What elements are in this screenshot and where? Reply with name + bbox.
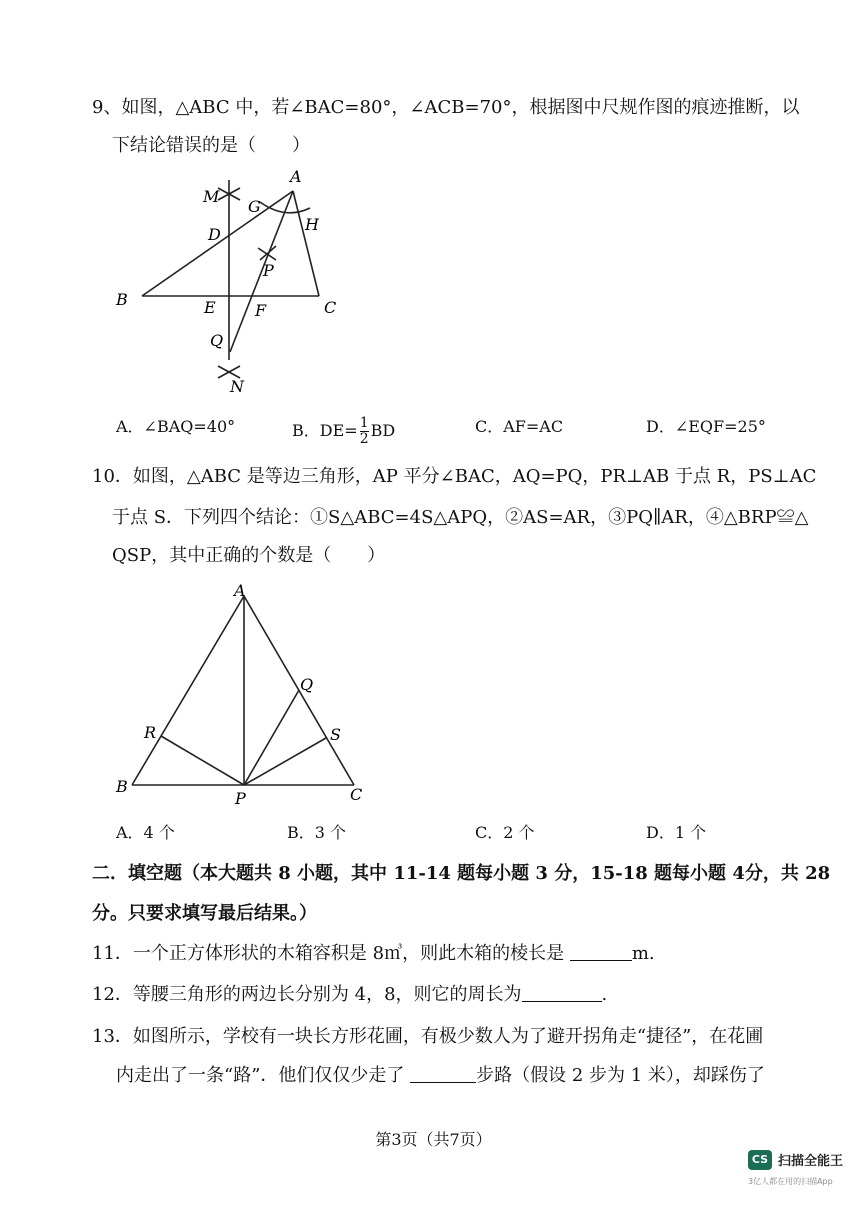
q9-label-f: F	[255, 301, 267, 320]
scanner-watermark	[748, 1148, 858, 1196]
q11-text: 11．一个正方体形状的木箱容积是 8㎥，则此木箱的棱长是	[92, 943, 570, 964]
q10-seg-pr	[161, 736, 244, 785]
q10-option-a: A．4 个	[116, 823, 175, 842]
q9-label-a: A	[290, 167, 302, 186]
q9-label-g: G	[248, 197, 261, 216]
q9-option-a: A．∠BAQ=40°	[116, 417, 236, 436]
q9-label-p: P	[263, 261, 274, 280]
q13-text-a: 内走出了一条“路”．他们仅仅少走了	[116, 1065, 411, 1086]
q9-side-ac	[293, 191, 319, 296]
q11-answer-blank	[570, 942, 632, 961]
q9-label-h: H	[305, 215, 319, 234]
q9-label-e: E	[204, 298, 216, 317]
q9-option-d: D．∠EQF=25°	[646, 417, 766, 436]
q9-line1: 9、如图，△ABC 中，若∠BAC=80°，∠ACB=70°，根据图中尺规作图的痕迹推断，以	[92, 97, 800, 118]
q10-seg-ps	[244, 738, 326, 785]
q9-option-b-num: 1	[359, 415, 369, 431]
q10-option-c: C．2 个	[475, 823, 535, 842]
q11-line	[92, 942, 655, 966]
q9-line-aq	[230, 191, 293, 352]
q10-label-p: P	[235, 789, 246, 808]
watermark-subtitle: 3亿人都在用的扫描App	[748, 1177, 833, 1186]
cs-logo-icon: CS	[748, 1150, 772, 1170]
q9-label-m: M	[203, 187, 220, 206]
q9-option-b-den: 2	[359, 431, 369, 447]
q9-label-b: B	[116, 290, 128, 309]
q9-line2: 下结论错误的是（ ）	[112, 135, 310, 156]
q9-label-q: Q	[210, 331, 224, 350]
q10-label-b: B	[116, 777, 128, 796]
q10-label-q: Q	[300, 675, 314, 694]
q10-line2: 于点 S．下列四个结论：①S△ABC=4S△APQ，②AS=AR，③PQ∥AR，④△BRP≌△	[112, 507, 809, 528]
q10-seg-pq	[244, 690, 299, 785]
q9-label-d: D	[208, 225, 221, 244]
q12-end: .	[601, 984, 608, 1005]
q10-label-a: A	[234, 581, 246, 600]
q9-label-c: C	[324, 298, 337, 317]
q10-line1: 10．如图，△ABC 是等边三角形，AP 平分∠BAC，AQ=PQ，PR⊥AB 于点 R，PS⊥AC	[92, 466, 817, 487]
q10-option-d: D．1 个	[646, 823, 707, 842]
q10-figure	[108, 578, 378, 808]
q9-option-c: C．AF=AC	[475, 417, 564, 436]
q9-figure	[100, 160, 360, 400]
q10-label-s: S	[330, 725, 341, 744]
q13-text-b: 步路（假设 2 步为 1 米），却踩伤了	[476, 1065, 765, 1086]
page-footer: 第3页（共7页）	[375, 1130, 492, 1149]
q10-side-ab	[132, 596, 244, 785]
q10-label-r: R	[144, 723, 157, 742]
q13-line1: 13．如图所示，学校有一块长方形花圃，有极少数人为了避开拐角走“捷径”，在花圃	[92, 1026, 764, 1047]
q10-option-b: B．3 个	[287, 823, 347, 842]
q9-option-b-prefix: B．DE=	[292, 421, 358, 440]
q12-line	[92, 983, 607, 1007]
q9-option-b	[292, 416, 395, 447]
q9-label-n: N	[230, 377, 244, 396]
q13-answer-blank	[410, 1064, 476, 1083]
q11-unit: m.	[631, 943, 655, 964]
section2-line1: 二．填空题（本大题共 8 小题，其中 11-14 题每小题 3 分，15-18 题每小题 4分，共 28	[92, 863, 831, 884]
section2-line2: 分。只要求填写最后结果。）	[92, 903, 317, 924]
q10-label-c: C	[350, 785, 363, 804]
q12-text: 12．等腰三角形的两边长分别为 4，8，则它的周长为	[92, 984, 522, 1005]
q12-answer-blank	[522, 983, 602, 1002]
q13-line2	[116, 1064, 765, 1088]
q10-line3: QSP，其中正确的个数是（ ）	[112, 545, 386, 566]
watermark-title: 扫描全能王	[778, 1154, 844, 1169]
q9-option-b-suffix: BD	[370, 421, 396, 440]
